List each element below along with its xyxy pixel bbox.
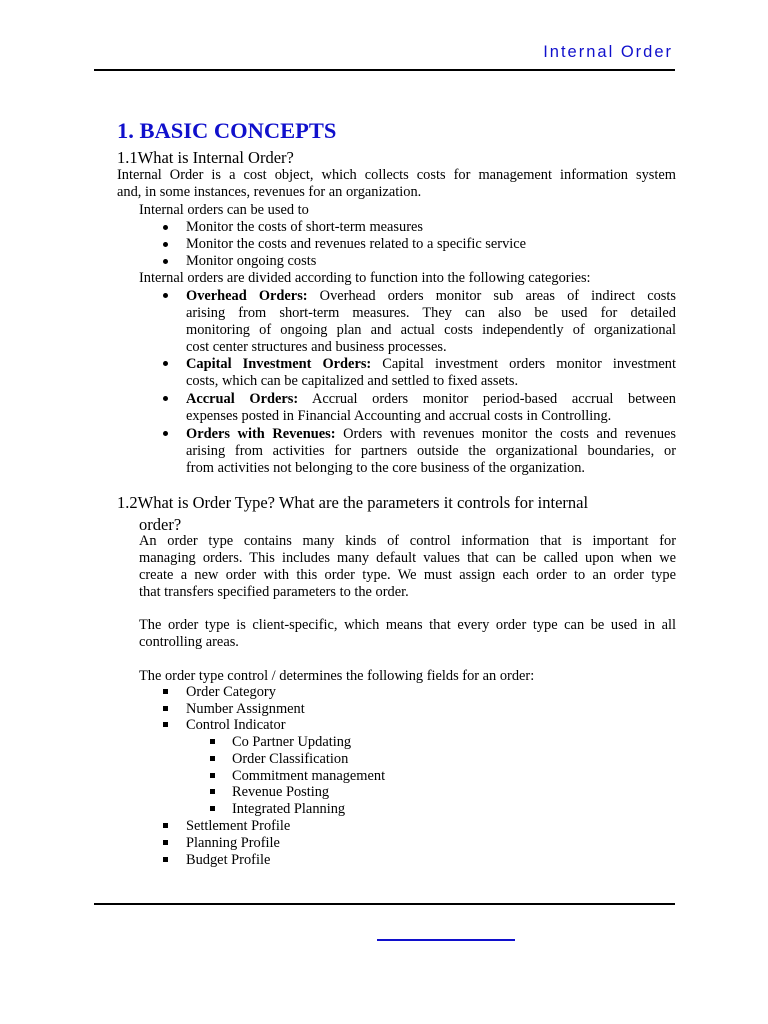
square-bullet-icon bbox=[163, 857, 168, 862]
square-bullet-icon bbox=[210, 806, 215, 811]
category-revenues-line-2: arising from activities for partners outside the organizational boundaries, or bbox=[186, 443, 676, 459]
section-heading: 1. BASIC CONCEPTS bbox=[117, 118, 337, 143]
list-item: Planning Profile bbox=[186, 835, 280, 851]
category-name: Overhead Orders: bbox=[186, 288, 308, 304]
category-overhead-line-4: cost center structures and business processes. bbox=[186, 339, 447, 355]
list-item: Commitment management bbox=[232, 768, 386, 784]
category-overhead-line-1: Overhead Orders: Overhead orders monitor sub areas of indirect costs bbox=[186, 288, 676, 304]
square-bullet-icon bbox=[210, 789, 215, 794]
definition-line-1: Internal Order is a cost object, which collects costs for management information system bbox=[117, 167, 676, 183]
list-item: Control Indicator bbox=[186, 717, 286, 733]
paragraph-line: An order type contains many kinds of control information that is important for bbox=[139, 533, 676, 549]
category-name: Accrual Orders: bbox=[186, 391, 299, 407]
category-capital-line-2: costs, which can be capitalized and settled to fixed assets. bbox=[186, 373, 519, 389]
list-item: Monitor ongoing costs bbox=[186, 253, 317, 269]
bullet-icon bbox=[163, 259, 168, 264]
paragraph-line: that transfers specified parameters to the order. bbox=[139, 584, 409, 600]
category-accrual-line-2: expenses posted in Financial Accounting and accrual costs in Controlling. bbox=[186, 408, 612, 424]
footer-rule bbox=[94, 903, 675, 905]
list-item: Number Assignment bbox=[186, 701, 305, 717]
square-bullet-icon bbox=[163, 840, 168, 845]
definition-line-2: and, in some instances, revenues for an organization. bbox=[117, 184, 422, 200]
bullet-icon bbox=[163, 361, 168, 366]
category-revenues-line-1: Orders with Revenues: Orders with revenues monitor the costs and revenues bbox=[186, 426, 677, 442]
list-item: Monitor the costs of short-term measures bbox=[186, 219, 423, 235]
category-name: Orders with Revenues: bbox=[186, 426, 336, 442]
categories-intro: Internal orders are divided according to function into the following categories: bbox=[139, 270, 591, 286]
list-item: Order Classification bbox=[232, 751, 349, 767]
question-1-heading: 1.1What is Internal Order? bbox=[117, 148, 294, 167]
header-title: Internal Order bbox=[543, 43, 673, 61]
list-item: Co Partner Updating bbox=[232, 734, 352, 750]
list-item: Order Category bbox=[186, 684, 276, 700]
list-item: Integrated Planning bbox=[232, 801, 346, 817]
paragraph-line: The order type is client-specific, which means that every order type can be used in all bbox=[139, 617, 676, 633]
category-revenues-line-3: from activities not belonging to the core business of the organization. bbox=[186, 460, 585, 476]
list-item: Monitor the costs and revenues related to a specific service bbox=[186, 236, 527, 252]
bullet-icon bbox=[163, 293, 168, 298]
square-bullet-icon bbox=[163, 689, 168, 694]
question-2-heading-cont: order? bbox=[139, 515, 182, 534]
list-item: Settlement Profile bbox=[186, 818, 291, 834]
bullet-icon bbox=[163, 396, 168, 401]
bullet-icon bbox=[163, 225, 168, 230]
category-capital-line-1: Capital Investment Orders: Capital investment orders monitor investment bbox=[186, 356, 676, 372]
footer-link-underline[interactable] bbox=[377, 939, 515, 941]
square-bullet-icon bbox=[163, 823, 168, 828]
fields-intro: The order type control / determines the following fields for an order: bbox=[139, 668, 535, 684]
paragraph-line: create a new order with this order type. We must assign each order to an order type bbox=[139, 567, 676, 583]
list-item: Revenue Posting bbox=[232, 784, 330, 800]
square-bullet-icon bbox=[210, 756, 215, 761]
square-bullet-icon bbox=[163, 722, 168, 727]
list-item: Budget Profile bbox=[186, 852, 271, 868]
paragraph-line: managing orders. This includes many default values that can be called upon when we bbox=[139, 550, 676, 566]
paragraph-line: controlling areas. bbox=[139, 634, 239, 650]
square-bullet-icon bbox=[163, 706, 168, 711]
bullet-icon bbox=[163, 431, 168, 436]
category-accrual-line-1: Accrual Orders: Accrual orders monitor period-based accrual between bbox=[186, 391, 676, 407]
category-overhead-line-3: monitoring of ongoing plan and actual costs independently of organizational bbox=[186, 322, 676, 338]
uses-intro: Internal orders can be used to bbox=[139, 202, 309, 218]
question-2-heading: 1.2What is Order Type? What are the parameters it controls for internal bbox=[117, 493, 589, 512]
category-overhead-line-2: arising from short-term measures. They can also be used for detailed bbox=[186, 305, 676, 321]
square-bullet-icon bbox=[210, 739, 215, 744]
header-rule bbox=[94, 69, 675, 71]
square-bullet-icon bbox=[210, 773, 215, 778]
bullet-icon bbox=[163, 242, 168, 247]
category-name: Capital Investment Orders: bbox=[186, 356, 372, 372]
